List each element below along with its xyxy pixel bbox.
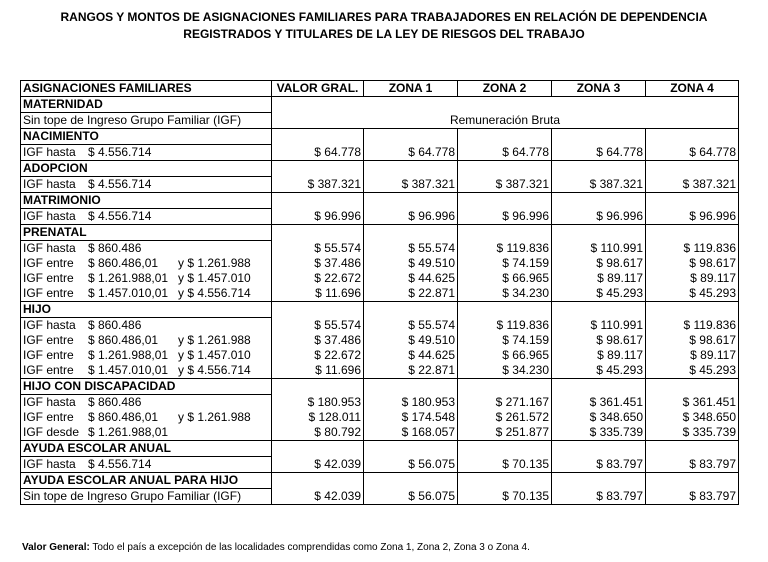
section-blank-cell <box>552 379 646 395</box>
row-description-part: y $ 1.261.988 <box>178 333 251 347</box>
value-cell: $ 348.650 <box>552 410 646 425</box>
value-cell: $ 45.293 <box>646 286 739 302</box>
table-row <box>21 489 739 505</box>
row-description-part: y $ 4.556.714 <box>178 363 251 377</box>
row-description <box>21 209 272 225</box>
header-zona-2: ZONA 2 <box>458 81 552 97</box>
value-cell: $ 168.057 <box>364 425 458 441</box>
value-cell: $ 98.617 <box>552 256 646 271</box>
row-description-part: IGF entre <box>23 410 74 424</box>
value-cell: $ 271.167 <box>458 395 552 411</box>
table-row <box>21 286 739 302</box>
value-cell: $ 83.797 <box>646 457 739 473</box>
row-description-part: $ 4.556.714 <box>88 145 152 159</box>
value-cell: $ 119.836 <box>458 318 552 334</box>
section-blank-cell <box>364 302 458 318</box>
value-cell: $ 70.135 <box>458 489 552 505</box>
section-blank-cell <box>646 161 739 177</box>
section-title: NACIMIENTO <box>21 129 272 145</box>
section-header-row <box>21 193 739 209</box>
value-cell: $ 128.011 <box>272 410 364 425</box>
section-blank-cell <box>552 193 646 209</box>
section-blank-cell <box>646 193 739 209</box>
section-title: HIJO CON DISCAPACIDAD <box>21 379 272 395</box>
row-description <box>21 410 272 425</box>
row-description <box>21 177 272 193</box>
value-cell: $ 64.778 <box>458 145 552 161</box>
section-blank-cell <box>458 129 552 145</box>
table-row <box>21 241 739 257</box>
section-blank-cell <box>364 161 458 177</box>
row-description-part: IGF entre <box>23 286 74 300</box>
value-cell: $ 110.991 <box>552 241 646 257</box>
section-title: PRENATAL <box>21 225 272 241</box>
value-cell: $ 180.953 <box>364 395 458 411</box>
table-row <box>21 425 739 441</box>
section-blank-cell <box>364 225 458 241</box>
row-description-part: $ 860.486 <box>88 395 142 409</box>
value-cell: $ 119.836 <box>646 241 739 257</box>
section-blank-cell <box>458 193 552 209</box>
value-cell: $ 361.451 <box>646 395 739 411</box>
section-blank-cell <box>364 129 458 145</box>
row-description <box>21 395 272 411</box>
row-description-part: $ 1.457.010,01 <box>88 286 169 300</box>
value-cell: $ 335.739 <box>646 425 739 441</box>
title-line-2: REGISTRADOS Y TITULARES DE LA LEY DE RIESGOS DEL TRABAJO <box>183 27 585 41</box>
value-cell: $ 348.650 <box>646 410 739 425</box>
row-description-part: $ 1.261.988,01 <box>88 271 169 285</box>
value-cell: $ 42.039 <box>272 457 364 473</box>
section-blank-cell <box>458 302 552 318</box>
value-cell: $ 96.996 <box>272 209 364 225</box>
section-blank-cell <box>646 129 739 145</box>
value-cell: $ 34.230 <box>458 286 552 302</box>
value-cell: $ 96.996 <box>458 209 552 225</box>
row-description <box>21 363 272 379</box>
value-cell: $ 74.159 <box>458 256 552 271</box>
table-row <box>21 113 739 129</box>
value-cell: $ 42.039 <box>272 489 364 505</box>
row-description-part: y $ 1.457.010 <box>178 271 251 285</box>
row-description-part: y $ 1.261.988 <box>178 256 251 270</box>
section-blank-cell <box>272 129 364 145</box>
row-description-part: IGF entre <box>23 333 74 347</box>
value-cell: $ 64.778 <box>646 145 739 161</box>
table-row <box>21 318 739 334</box>
value-cell: $ 64.778 <box>272 145 364 161</box>
row-description-part: $ 1.261.988,01 <box>88 348 169 362</box>
value-cell: $ 89.117 <box>646 348 739 363</box>
row-description-part: IGF hasta <box>23 209 76 223</box>
section-blank-cell <box>646 473 739 489</box>
value-cell: $ 261.572 <box>458 410 552 425</box>
row-description-part: $ 4.556.714 <box>88 457 152 471</box>
value-cell: $ 251.877 <box>458 425 552 441</box>
header-valor-gral: VALOR GRAL. <box>272 81 364 97</box>
value-cell: $ 55.574 <box>364 318 458 334</box>
section-blank-cell <box>646 225 739 241</box>
section-title: ADOPCION <box>21 161 272 177</box>
row-description <box>21 348 272 363</box>
value-cell: $ 89.117 <box>552 271 646 286</box>
value-cell: $ 45.293 <box>646 363 739 379</box>
value-cell: $ 45.293 <box>552 286 646 302</box>
section-blank-cell <box>552 129 646 145</box>
row-description-part: IGF entre <box>23 348 74 362</box>
row-description-part: IGF hasta <box>23 457 76 471</box>
section-blank-cell <box>458 441 552 457</box>
row-description-part: $ 4.556.714 <box>88 177 152 191</box>
row-description-part: $ 860.486,01 <box>88 333 159 347</box>
section-blank-cell <box>272 161 364 177</box>
section-blank-cell <box>272 97 739 113</box>
row-description-part: $ 1.457.010,01 <box>88 363 169 377</box>
value-cell: $ 64.778 <box>364 145 458 161</box>
section-header-row <box>21 302 739 318</box>
row-description <box>21 271 272 286</box>
value-cell: $ 49.510 <box>364 333 458 348</box>
value-cell: $ 22.871 <box>364 363 458 379</box>
footnote-label: Valor General: <box>22 542 90 553</box>
value-cell: $ 96.996 <box>552 209 646 225</box>
row-description-part: IGF entre <box>23 271 74 285</box>
section-blank-cell <box>272 473 364 489</box>
value-cell: $ 387.321 <box>364 177 458 193</box>
value-cell: $ 96.996 <box>646 209 739 225</box>
section-title: AYUDA ESCOLAR ANUAL <box>21 441 272 457</box>
row-description <box>21 318 272 334</box>
value-cell: $ 44.625 <box>364 348 458 363</box>
merged-value-cell: Remuneración Bruta <box>272 113 739 129</box>
value-cell: $ 64.778 <box>552 145 646 161</box>
header-zona-4: ZONA 4 <box>646 81 739 97</box>
footnote-text: Todo el país a excepción de las localidades comprendidas como Zona 1, Zona 2, Zona 3 o Zona 4. <box>89 542 530 553</box>
row-description-part: $ 4.556.714 <box>88 209 152 223</box>
row-description-part: $ 860.486 <box>88 318 142 332</box>
value-cell: $ 174.548 <box>364 410 458 425</box>
row-description-part: IGF entre <box>23 363 74 377</box>
section-header-row <box>21 97 739 113</box>
section-blank-cell <box>364 379 458 395</box>
allowances-table <box>20 80 739 505</box>
value-cell: $ 11.696 <box>272 363 364 379</box>
section-blank-cell <box>364 473 458 489</box>
value-cell: $ 56.075 <box>364 457 458 473</box>
row-description-part: IGF hasta <box>23 241 76 255</box>
section-blank-cell <box>272 193 364 209</box>
value-cell: $ 80.792 <box>272 425 364 441</box>
table-header-row <box>21 81 739 97</box>
page-title <box>0 9 768 43</box>
value-cell: $ 49.510 <box>364 256 458 271</box>
section-blank-cell <box>364 441 458 457</box>
value-cell: $ 55.574 <box>272 241 364 257</box>
table-row <box>21 256 739 271</box>
footnote <box>22 542 530 553</box>
row-description <box>21 489 272 505</box>
table-row <box>21 395 739 411</box>
table-row <box>21 457 739 473</box>
section-blank-cell <box>364 193 458 209</box>
value-cell: $ 89.117 <box>552 348 646 363</box>
row-description-part: y $ 4.556.714 <box>178 286 251 300</box>
row-description-part: $ 1.261.988,01 <box>88 425 169 439</box>
row-description <box>21 145 272 161</box>
row-description-part: $ 860.486 <box>88 241 142 255</box>
section-blank-cell <box>458 161 552 177</box>
value-cell: $ 55.574 <box>364 241 458 257</box>
section-blank-cell <box>552 441 646 457</box>
value-cell: $ 98.617 <box>552 333 646 348</box>
value-cell: $ 335.739 <box>552 425 646 441</box>
value-cell: $ 98.617 <box>646 333 739 348</box>
row-description <box>21 241 272 257</box>
table-row <box>21 145 739 161</box>
section-blank-cell <box>272 302 364 318</box>
section-blank-cell <box>552 302 646 318</box>
row-description <box>21 333 272 348</box>
title-line-1: RANGOS Y MONTOS DE ASIGNACIONES FAMILIARES PARA TRABAJADORES EN RELACIÓN DE DEPENDENCIA <box>60 10 708 24</box>
row-description-part: Sin tope de Ingreso Grupo Familiar (IGF) <box>23 489 242 503</box>
table-row <box>21 410 739 425</box>
row-description-part: IGF hasta <box>23 395 76 409</box>
section-blank-cell <box>646 302 739 318</box>
section-blank-cell <box>458 473 552 489</box>
section-header-row <box>21 441 739 457</box>
header-asignaciones: ASIGNACIONES FAMILIARES <box>21 81 272 97</box>
value-cell: $ 44.625 <box>364 271 458 286</box>
row-description-part: IGF hasta <box>23 318 76 332</box>
value-cell: $ 119.836 <box>646 318 739 334</box>
value-cell: $ 387.321 <box>552 177 646 193</box>
row-description <box>21 113 272 129</box>
value-cell: $ 387.321 <box>458 177 552 193</box>
row-description <box>21 457 272 473</box>
value-cell: $ 83.797 <box>552 489 646 505</box>
table-row <box>21 209 739 225</box>
value-cell: $ 74.159 <box>458 333 552 348</box>
value-cell: $ 110.991 <box>552 318 646 334</box>
row-description-part: Sin tope de Ingreso Grupo Familiar (IGF) <box>23 113 242 127</box>
value-cell: $ 387.321 <box>646 177 739 193</box>
row-description <box>21 425 272 441</box>
value-cell: $ 119.836 <box>458 241 552 257</box>
section-title: MATERNIDAD <box>21 97 272 113</box>
value-cell: $ 55.574 <box>272 318 364 334</box>
value-cell: $ 22.871 <box>364 286 458 302</box>
section-blank-cell <box>552 473 646 489</box>
value-cell: $ 22.672 <box>272 271 364 286</box>
value-cell: $ 180.953 <box>272 395 364 411</box>
section-header-row <box>21 473 739 489</box>
section-title: AYUDA ESCOLAR ANUAL PARA HIJO <box>21 473 272 489</box>
value-cell: $ 22.672 <box>272 348 364 363</box>
row-description <box>21 286 272 302</box>
value-cell: $ 45.293 <box>552 363 646 379</box>
section-title: MATRIMONIO <box>21 193 272 209</box>
row-description <box>21 256 272 271</box>
header-zona-1: ZONA 1 <box>364 81 458 97</box>
value-cell: $ 83.797 <box>552 457 646 473</box>
section-blank-cell <box>272 379 364 395</box>
value-cell: $ 89.117 <box>646 271 739 286</box>
section-blank-cell <box>272 225 364 241</box>
table-row <box>21 271 739 286</box>
section-header-row <box>21 225 739 241</box>
value-cell: $ 96.996 <box>364 209 458 225</box>
value-cell: $ 34.230 <box>458 363 552 379</box>
row-description-part: IGF desde <box>23 425 80 439</box>
row-description-part: $ 860.486,01 <box>88 256 159 270</box>
row-description-part: IGF hasta <box>23 145 76 159</box>
section-blank-cell <box>458 225 552 241</box>
table-row <box>21 333 739 348</box>
value-cell: $ 387.321 <box>272 177 364 193</box>
value-cell: $ 56.075 <box>364 489 458 505</box>
row-description-part: y $ 1.261.988 <box>178 410 251 424</box>
section-blank-cell <box>458 379 552 395</box>
row-description-part: y $ 1.457.010 <box>178 348 251 362</box>
section-header-row <box>21 379 739 395</box>
value-cell: $ 66.965 <box>458 348 552 363</box>
section-blank-cell <box>272 441 364 457</box>
row-description-part: IGF entre <box>23 256 74 270</box>
value-cell: $ 37.486 <box>272 256 364 271</box>
value-cell: $ 83.797 <box>646 489 739 505</box>
section-blank-cell <box>552 225 646 241</box>
section-header-row <box>21 161 739 177</box>
value-cell: $ 70.135 <box>458 457 552 473</box>
section-blank-cell <box>646 441 739 457</box>
table-row <box>21 177 739 193</box>
table-row <box>21 363 739 379</box>
table-body <box>21 97 739 505</box>
header-zona-3: ZONA 3 <box>552 81 646 97</box>
section-blank-cell <box>646 379 739 395</box>
value-cell: $ 11.696 <box>272 286 364 302</box>
value-cell: $ 361.451 <box>552 395 646 411</box>
value-cell: $ 66.965 <box>458 271 552 286</box>
value-cell: $ 98.617 <box>646 256 739 271</box>
section-header-row <box>21 129 739 145</box>
row-description-part: $ 860.486,01 <box>88 410 159 424</box>
section-blank-cell <box>552 161 646 177</box>
section-title: HIJO <box>21 302 272 318</box>
row-description-part: IGF hasta <box>23 177 76 191</box>
table-row <box>21 348 739 363</box>
value-cell: $ 37.486 <box>272 333 364 348</box>
